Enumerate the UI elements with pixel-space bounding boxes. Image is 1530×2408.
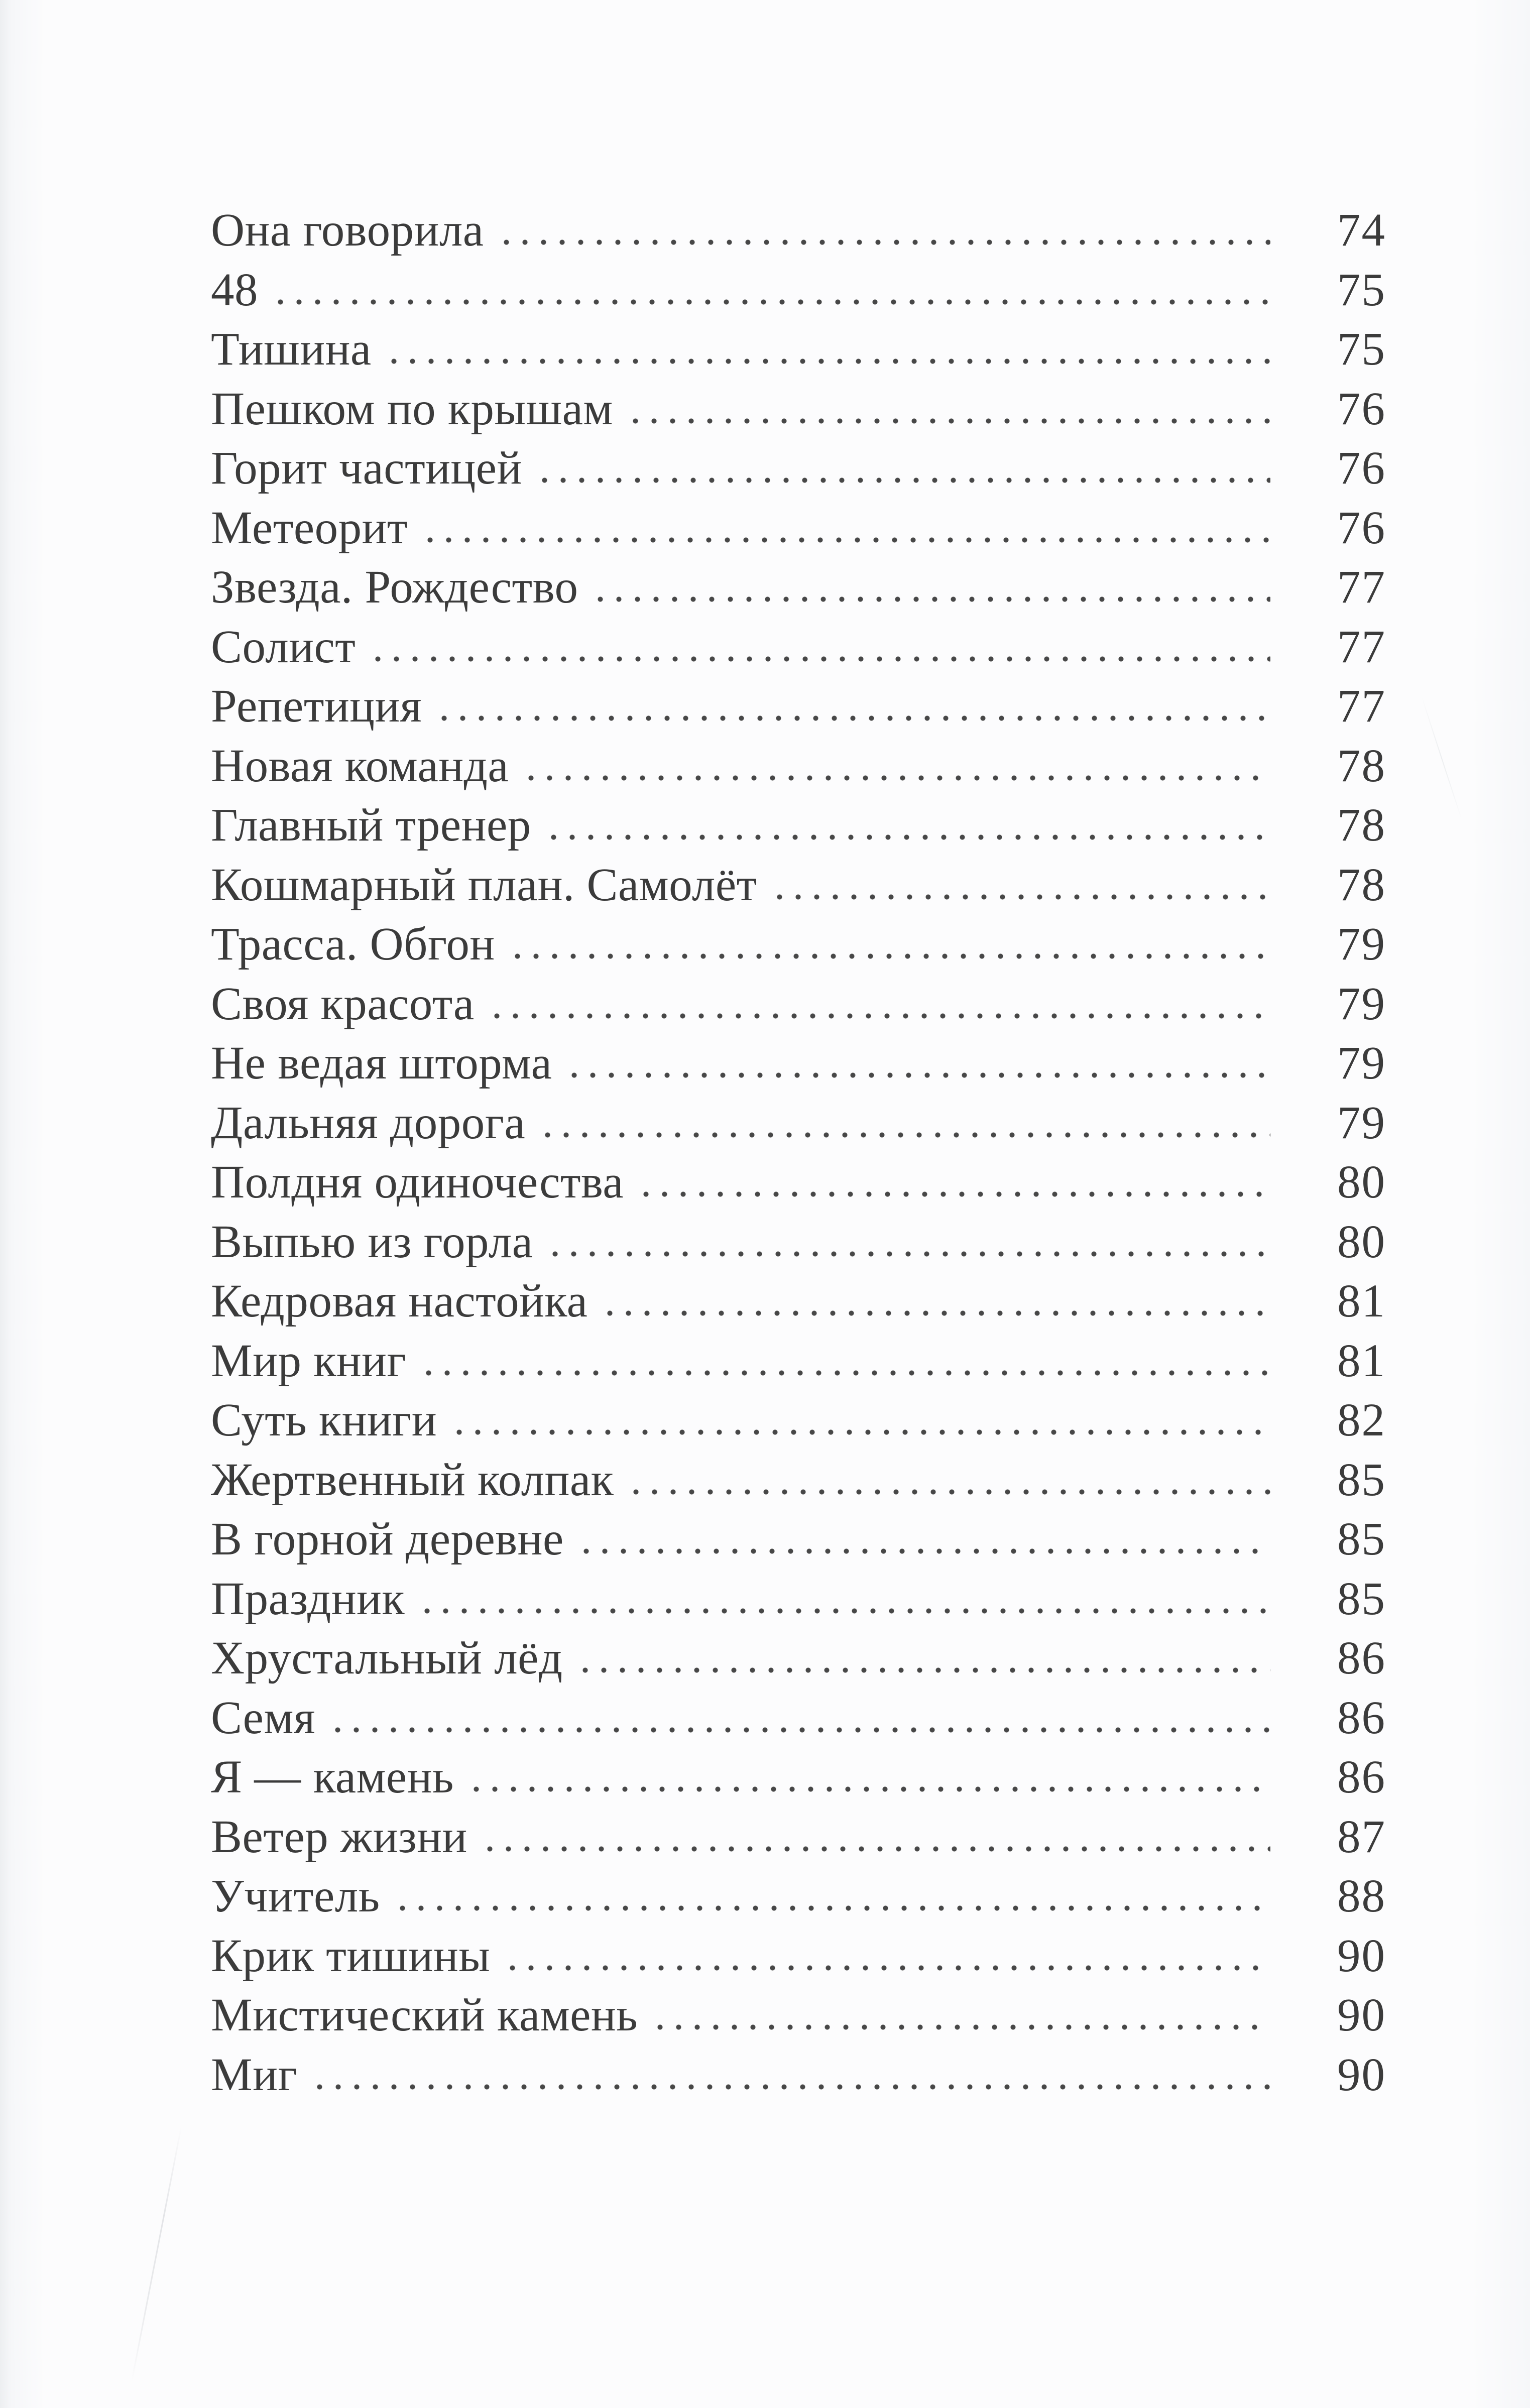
scan-crease-artifact [1421, 696, 1462, 820]
dotted-leader [481, 1846, 1270, 1852]
toc-entry [211, 1213, 1386, 1272]
toc-entry-page-number: 90 [1337, 2049, 1386, 2101]
toc-entry-page-number: 76 [1337, 383, 1386, 435]
toc-entry-page-number: 85 [1337, 1513, 1386, 1565]
toc-entry-title: Мистический камень [211, 1989, 638, 2041]
toc-entry [211, 439, 1386, 499]
toc-entry-title: Звезда. Рождество [211, 561, 578, 613]
dotted-leader [271, 299, 1270, 305]
dotted-leader [626, 418, 1270, 424]
dotted-leader [651, 2024, 1270, 2030]
dotted-leader [421, 537, 1270, 543]
dotted-leader [577, 1548, 1270, 1554]
dotted-leader [591, 596, 1270, 603]
toc-entry [211, 915, 1386, 975]
toc-entry-page-number: 85 [1337, 1573, 1386, 1625]
toc-entry [211, 380, 1386, 439]
dotted-leader [544, 834, 1270, 840]
toc-entry-title: Новая команда [211, 740, 509, 792]
dotted-leader [565, 1072, 1270, 1078]
toc-entry-title: В горной деревне [211, 1513, 564, 1565]
toc-entry-title: Кедровая настойка [211, 1275, 588, 1327]
dotted-leader [601, 1310, 1270, 1316]
toc-entry [211, 1332, 1386, 1391]
toc-entry-page-number: 77 [1337, 621, 1386, 673]
toc-entry-page-number: 82 [1337, 1394, 1386, 1446]
toc-entry-page-number: 75 [1337, 264, 1386, 316]
toc-entry [211, 1629, 1386, 1689]
dotted-leader [546, 1251, 1270, 1257]
dotted-leader [770, 894, 1270, 900]
dotted-leader [418, 1608, 1270, 1614]
toc-entry [211, 320, 1386, 380]
toc-entry-title: Трасса. Обгон [211, 918, 495, 970]
dotted-leader [637, 1191, 1270, 1197]
toc-entry-title: 48 [211, 264, 258, 316]
dotted-leader [508, 953, 1270, 959]
toc-entry-title: Хрустальный лёд [211, 1632, 563, 1684]
toc-entry-page-number: 77 [1337, 561, 1386, 613]
dotted-leader [419, 1370, 1270, 1376]
toc-entry-page-number: 85 [1337, 1454, 1386, 1506]
toc-entry-title: Ветер жизни [211, 1811, 467, 1863]
toc-entry [211, 1927, 1386, 1986]
toc-list [211, 201, 1386, 2105]
toc-entry-page-number: 80 [1337, 1156, 1386, 1208]
toc-entry [211, 1808, 1386, 1867]
toc-entry [211, 796, 1386, 856]
toc-entry-title: Выпью из горла [211, 1216, 533, 1268]
toc-entry-page-number: 86 [1337, 1751, 1386, 1803]
toc-entry-title: Дальняя дорога [211, 1097, 526, 1149]
toc-entry [211, 618, 1386, 677]
dotted-leader [488, 1013, 1270, 1019]
toc-entry-page-number: 88 [1337, 1870, 1386, 1922]
dotted-leader [310, 2084, 1270, 2090]
toc-entry [211, 856, 1386, 915]
toc-entry-title: Солист [211, 621, 356, 673]
toc-entry-page-number: 75 [1337, 323, 1386, 375]
dotted-leader [522, 775, 1270, 781]
scan-crease-artifact [131, 2126, 182, 2382]
toc-entry-page-number: 90 [1337, 1989, 1386, 2041]
toc-entry-title: Главный тренер [211, 799, 531, 851]
toc-entry [211, 201, 1386, 261]
dotted-leader [328, 1727, 1270, 1733]
toc-entry-title: Праздник [211, 1573, 405, 1625]
toc-entry-page-number: 79 [1337, 978, 1386, 1030]
toc-entry [211, 677, 1386, 737]
toc-entry [211, 2045, 1386, 2105]
toc-entry [211, 975, 1386, 1034]
toc-entry [211, 1272, 1386, 1332]
toc-entry-title: Своя красота [211, 978, 475, 1030]
toc-entry-title: Семя [211, 1692, 316, 1744]
toc-entry [211, 1570, 1386, 1629]
toc-entry-page-number: 86 [1337, 1632, 1386, 1684]
toc-entry-page-number: 74 [1337, 204, 1386, 256]
toc-entry-title: Тишина [211, 323, 372, 375]
toc-entry-title: Учитель [211, 1870, 380, 1922]
toc-entry-page-number: 78 [1337, 740, 1386, 792]
toc-entry-page-number: 79 [1337, 1097, 1386, 1149]
toc-entry-page-number: 78 [1337, 859, 1386, 911]
toc-entry [211, 1094, 1386, 1153]
toc-entry [211, 1510, 1386, 1570]
toc-entry-page-number: 76 [1337, 502, 1386, 554]
toc-entry-title: Она говорила [211, 204, 484, 256]
toc-entry-page-number: 81 [1337, 1275, 1386, 1327]
dotted-leader [393, 1905, 1270, 1911]
toc-entry [211, 499, 1386, 558]
toc-entry-title: Кошмарный план. Самолёт [211, 859, 757, 911]
toc-entry [211, 1748, 1386, 1808]
dotted-leader [576, 1667, 1270, 1673]
toc-entry-title: Я — камень [211, 1751, 454, 1803]
dotted-leader [497, 239, 1270, 246]
toc-entry [211, 1451, 1386, 1510]
toc-entry-title: Мир книг [211, 1335, 407, 1387]
toc-entry-title: Крик тишины [211, 1930, 491, 1982]
toc-entry-page-number: 79 [1337, 1037, 1386, 1089]
toc-entry [211, 1391, 1386, 1451]
toc-entry-page-number: 76 [1337, 442, 1386, 494]
toc-entry-page-number: 78 [1337, 799, 1386, 851]
dotted-leader [369, 656, 1270, 662]
toc-entry-page-number: 90 [1337, 1930, 1386, 1982]
dotted-leader [450, 1429, 1270, 1435]
toc-entry-title: Горит частицей [211, 442, 522, 494]
toc-entry-title: Пешком по крышам [211, 383, 613, 435]
toc-entry-page-number: 81 [1337, 1335, 1386, 1387]
toc-entry [211, 1986, 1386, 2045]
toc-entry-title: Жертвенный колпак [211, 1454, 614, 1506]
dotted-leader [535, 477, 1270, 484]
toc-entry-page-number: 77 [1337, 680, 1386, 732]
dotted-leader [435, 715, 1270, 721]
toc-entry [211, 558, 1386, 618]
toc-entry [211, 1867, 1386, 1927]
toc-entry-title: Суть книги [211, 1394, 437, 1446]
dotted-leader [503, 1965, 1270, 1971]
dotted-leader [385, 358, 1270, 365]
toc-entry-title: Репетиция [211, 680, 422, 732]
toc-entry-page-number: 79 [1337, 918, 1386, 970]
toc-entry-page-number: 87 [1337, 1811, 1386, 1863]
dotted-leader [467, 1786, 1270, 1792]
toc-entry-title: Метеорит [211, 502, 408, 554]
toc-entry [211, 1153, 1386, 1213]
toc-entry [211, 1034, 1386, 1094]
toc-entry [211, 737, 1386, 796]
toc-entry-title: Не ведая шторма [211, 1037, 552, 1089]
toc-entry [211, 1689, 1386, 1748]
toc-entry-title: Полдня одиночества [211, 1156, 624, 1208]
dotted-leader [627, 1489, 1270, 1495]
toc-entry-title: Миг [211, 2049, 298, 2101]
toc-entry-page-number: 80 [1337, 1216, 1386, 1268]
toc-entry-page-number: 86 [1337, 1692, 1386, 1744]
dotted-leader [538, 1132, 1270, 1138]
toc-entry [211, 261, 1386, 320]
